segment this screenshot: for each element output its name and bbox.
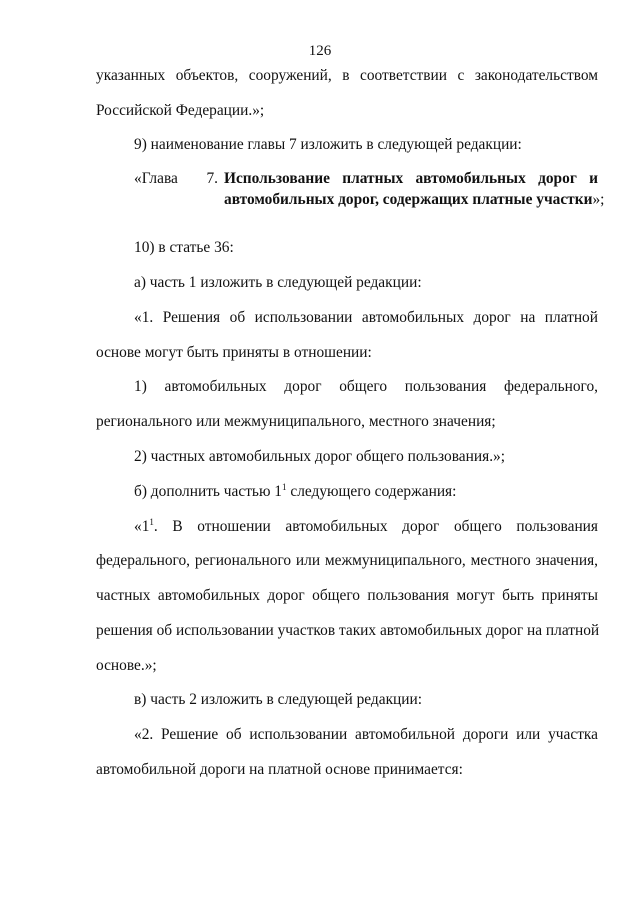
text-line: основе.»;	[96, 657, 157, 674]
text-line: автомобильной дороги на платной основе принимается:	[96, 761, 463, 778]
quote-open	[134, 517, 154, 537]
text-line: решения об использовании участков таких автомобильных дорог на платной	[96, 622, 600, 639]
chapter-label	[134, 168, 218, 189]
supplement-prefix: б) дополнить частью 1	[134, 483, 282, 500]
text-line: указанных объектов, сооружений, в соответствии с законодательством	[96, 67, 598, 84]
text-line	[134, 517, 598, 537]
chapter-title-text: автомобильных дорог, содержащих платные участки	[224, 191, 593, 208]
text-line: 2) частных автомобильных дорог общего пользования.»;	[134, 448, 506, 465]
text-line	[134, 482, 598, 502]
superscript: 1	[149, 517, 154, 527]
superscript: 1	[282, 482, 287, 492]
supplement-suffix: следующего содержания:	[290, 483, 457, 500]
chapter-title	[224, 168, 605, 210]
page-number: 126	[308, 43, 332, 59]
chapter-title-line	[224, 189, 605, 210]
chapter-label-word: «Глава	[134, 170, 178, 187]
text-line: основе могут быть приняты в отношении:	[96, 344, 372, 361]
text-line: частных автомобильных дорог общего пользования могут быть приняты	[96, 587, 598, 604]
text-line: «1. Решения об использовании автомобильных дорог на платной	[134, 309, 598, 326]
quote-text: . В отношении автомобильных дорог общего пользования	[153, 518, 598, 535]
text-line: Российской Федерации.»;	[96, 102, 265, 119]
text-line: в) часть 2 изложить в следующей редакции:	[134, 691, 423, 708]
chapter-label-number: 7.	[206, 170, 218, 187]
text-line: а) часть 1 изложить в следующей редакции:	[134, 274, 422, 291]
text-line: регионального или межмуниципального, местного значения;	[96, 413, 496, 430]
text-line: «2. Решение об использовании автомобильной дороги или участка	[134, 726, 598, 743]
quote-open-text: «1	[134, 518, 150, 535]
text-line: 1) автомобильных дорог общего пользования федерального,	[134, 378, 598, 395]
text-line: 10) в статье 36:	[134, 239, 234, 256]
chapter-title-line: Использование платных автомобильных дорог и	[224, 170, 598, 187]
text-line: федерального, регионального или межмуниципального, местного значения,	[96, 552, 598, 569]
chapter-title-tail: »;	[592, 191, 605, 208]
text-line: 9) наименование главы 7 изложить в следующей редакции:	[134, 136, 522, 153]
